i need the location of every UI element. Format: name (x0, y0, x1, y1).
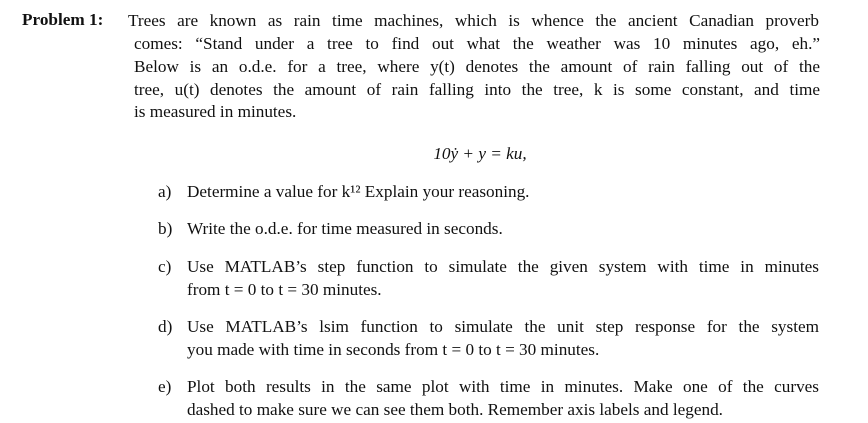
intro-line-5: is measured in minutes. (134, 102, 297, 121)
ode-equation (0, 143, 868, 165)
part-c-line-2: from t = 0 to t = 30 minutes. (187, 280, 382, 299)
part-e-marker: e) (158, 377, 172, 396)
part-c-marker: c) (158, 257, 172, 276)
intro-line-4: tree, u(t) denotes the amount of rain falling into the tree, k is some constant, and time (134, 80, 820, 99)
ode-equation-text: 10ẏ + y = ku, (433, 144, 527, 163)
intro-line-1: Trees are known as rain time machines, which is whence the ancient Canadian proverb (128, 11, 819, 30)
problem-heading: Problem 1: (22, 10, 104, 29)
part-e-line-1: Plot both results in the same plot with time in minutes. Make one of the curves (187, 377, 819, 396)
part-c-line-1: Use MATLAB’s step function to simulate the given system with time in minutes (187, 257, 819, 276)
part-d-marker: d) (158, 317, 173, 336)
part-e-line-2: dashed to make sure we can see them both. Remember axis labels and legend. (187, 400, 723, 419)
part-b-text: Write the o.d.e. for time measured in seconds. (187, 219, 503, 238)
part-d-line-2: you made with time in seconds from t = 0 to t = 30 minutes. (187, 340, 600, 359)
part-d-line-1: Use MATLAB’s lsim function to simulate the unit step response for the system (187, 317, 819, 336)
part-a-text: Determine a value for k¹² Explain your reasoning. (187, 182, 530, 201)
part-a-marker: a) (158, 182, 172, 201)
intro-line-3: Below is an o.d.e. for a tree, where y(t) denotes the amount of rain falling out of the (134, 57, 820, 76)
part-b-marker: b) (158, 219, 173, 238)
intro-line-2: comes: “Stand under a tree to find out what the weather was 10 minutes ago, eh.” (134, 34, 820, 53)
